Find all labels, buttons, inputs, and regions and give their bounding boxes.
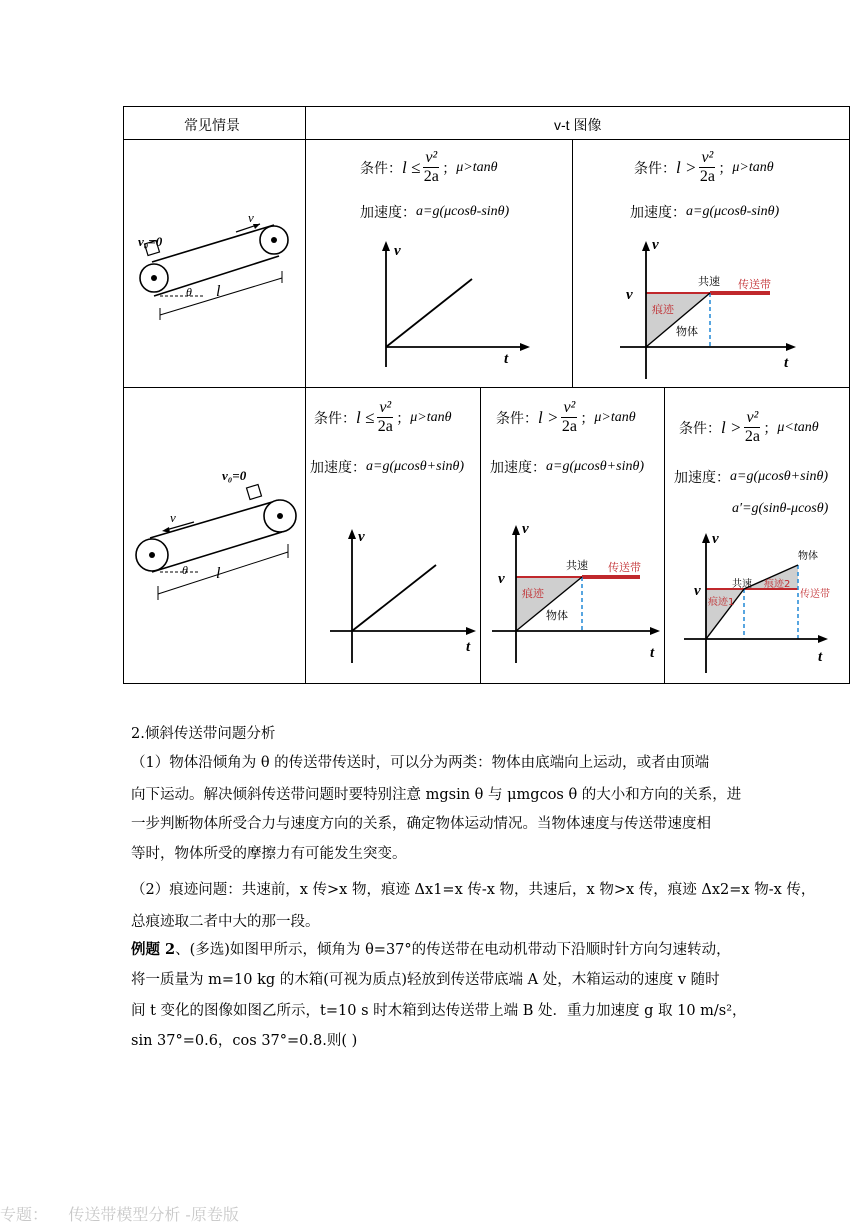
svg-text:痕迹: 痕迹 (652, 303, 674, 316)
svg-text:痕迹2: 痕迹2 (764, 579, 791, 590)
svg-text:传送带: 传送带 (608, 561, 641, 574)
svg-text:传送带: 传送带 (738, 278, 771, 291)
svg-text:物体: 物体 (546, 609, 568, 622)
example-line2: 将一质量为 m=10 kg 的木箱(可视为质点)轻放到传送带底端 A 处，木箱运动的速度 v 随时 (131, 972, 720, 988)
page-footer: 专题： 传送带模型分析 -原卷版 (0, 1205, 239, 1224)
svg-text:v: v (170, 510, 176, 525)
svg-text:t: t (818, 649, 823, 665)
incline-up-scene (124, 140, 305, 386)
header-vt: v-t 图像 (554, 117, 602, 133)
svg-text:共速: 共速 (566, 559, 588, 572)
condition-r1c1: 条件： l ≤ $\frac{\text{v²}}{2a}$ ； μ>tanθ (360, 149, 498, 185)
p1-line4: 等时，物体所受的摩擦力有可能发生突变。 (131, 846, 407, 862)
svg-text:痕迹1: 痕迹1 (708, 597, 735, 608)
p1-line2: 向下运动。解决倾斜传送带问题时要特别注意 mgsin θ 与 μmgcos θ 的大小和方向的关系，进 (131, 787, 742, 803)
condition-r2c2: 条件： l > $\frac{\text{v²}}{2a}$ ； μ>tanθ (496, 399, 636, 435)
accel-r2c3: 加速度： a=g(μcosθ+sinθ) (674, 469, 828, 486)
p2-line2: 总痕迹取二者中大的那一段。 (131, 914, 320, 930)
accel2-r2c3: a′=g(sinθ-μcosθ) (732, 501, 829, 516)
svg-text:物体: 物体 (676, 325, 698, 338)
table-rule (572, 139, 573, 387)
condition-r1c2: 条件： l > $\frac{\text{v²}}{2a}$ ； μ>tanθ (634, 149, 774, 185)
comparison-table (123, 106, 850, 684)
table-rule (480, 387, 481, 683)
vt-graph-r1c2 (604, 233, 844, 383)
accel-r2c1: 加速度： a=g(μcosθ+sinθ) (310, 459, 464, 476)
accel-r1c2: 加速度： a=g(μcosθ-sinθ) (630, 204, 780, 221)
table-rule (664, 387, 665, 683)
header-scene: 常见情景 (184, 118, 240, 134)
svg-text:传送带: 传送带 (800, 589, 830, 600)
svg-text:t: t (784, 355, 789, 371)
example-line3: 间 t 变化的图像如图乙所示，t=10 s 时木箱到达传送带上端 B 处．重力加速度 g 取 10 m/s²， (131, 1003, 747, 1019)
accel-r1c1: 加速度： a=g(μcosθ-sinθ) (360, 204, 510, 221)
theta-label: θ (186, 285, 192, 299)
p1-line1: （1）物体沿倾角为 θ 的传送带传送时，可以分为两类：物体由底端向上运动，或者由顶端 (131, 755, 710, 771)
svg-text:t: t (650, 645, 655, 661)
example-label: 例题 2 (131, 941, 176, 958)
example-line1: 例题 2、(多选)如图甲所示，倾角为 θ=37°的传送带在电动机带动下沿顺时针方向匀速转动， (131, 941, 731, 958)
svg-text:v: v (358, 529, 365, 545)
p2-line1: （2）痕迹问题：共速前，x 传>x 物，痕迹 Δx1=x 传-x 物，共速后，x 物>x 传，痕迹 Δx2=x 物-x 传， (131, 882, 816, 898)
svg-text:v: v (498, 571, 505, 587)
vt-graph-r2c2 (484, 517, 664, 677)
svg-text:v: v (394, 243, 401, 259)
condition-r2c3: 条件： l > $\frac{\text{v²}}{2a}$ ； μ<tanθ (679, 409, 819, 445)
svg-text:v: v (652, 237, 659, 253)
section-title: 2.倾斜传送带问题分析 (131, 726, 276, 742)
svg-text:共速: 共速 (698, 275, 720, 288)
table-rule (305, 107, 306, 683)
incline-down-scene (124, 388, 305, 683)
svg-text:v: v (694, 583, 701, 599)
svg-text:t: t (466, 639, 471, 655)
svg-text:v: v (626, 287, 633, 303)
svg-text:l: l (216, 565, 221, 582)
l-label: l (216, 283, 221, 300)
vt-graph-r2c3 (668, 529, 850, 679)
svg-text:物体: 物体 (798, 551, 818, 562)
example-line4: sin 37°=0.6，cos 37°=0.8.则( ) (131, 1033, 358, 1049)
svg-text:θ: θ (182, 563, 188, 577)
v0-label: v₀=0 (138, 234, 163, 249)
svg-text:t: t (504, 351, 509, 367)
p1-line3: 一步判断物体所受合力与速度方向的关系，确定物体运动情况。当物体速度与传送带速度相 (131, 816, 711, 832)
svg-text:v: v (712, 531, 719, 547)
accel-r2c2: 加速度： a=g(μcosθ+sinθ) (490, 459, 644, 476)
vt-graph-r2c1 (324, 525, 480, 675)
svg-text:v₀=0: v₀=0 (222, 468, 247, 483)
svg-text:v: v (522, 521, 529, 537)
svg-text:共速: 共速 (732, 579, 752, 590)
condition-r2c1: 条件： l ≤ $\frac{\text{v²}}{2a}$ ； μ>tanθ (314, 399, 452, 435)
v-label: v (248, 210, 254, 225)
vt-graph-r1c1 (364, 237, 564, 377)
svg-text:痕迹: 痕迹 (522, 587, 544, 600)
